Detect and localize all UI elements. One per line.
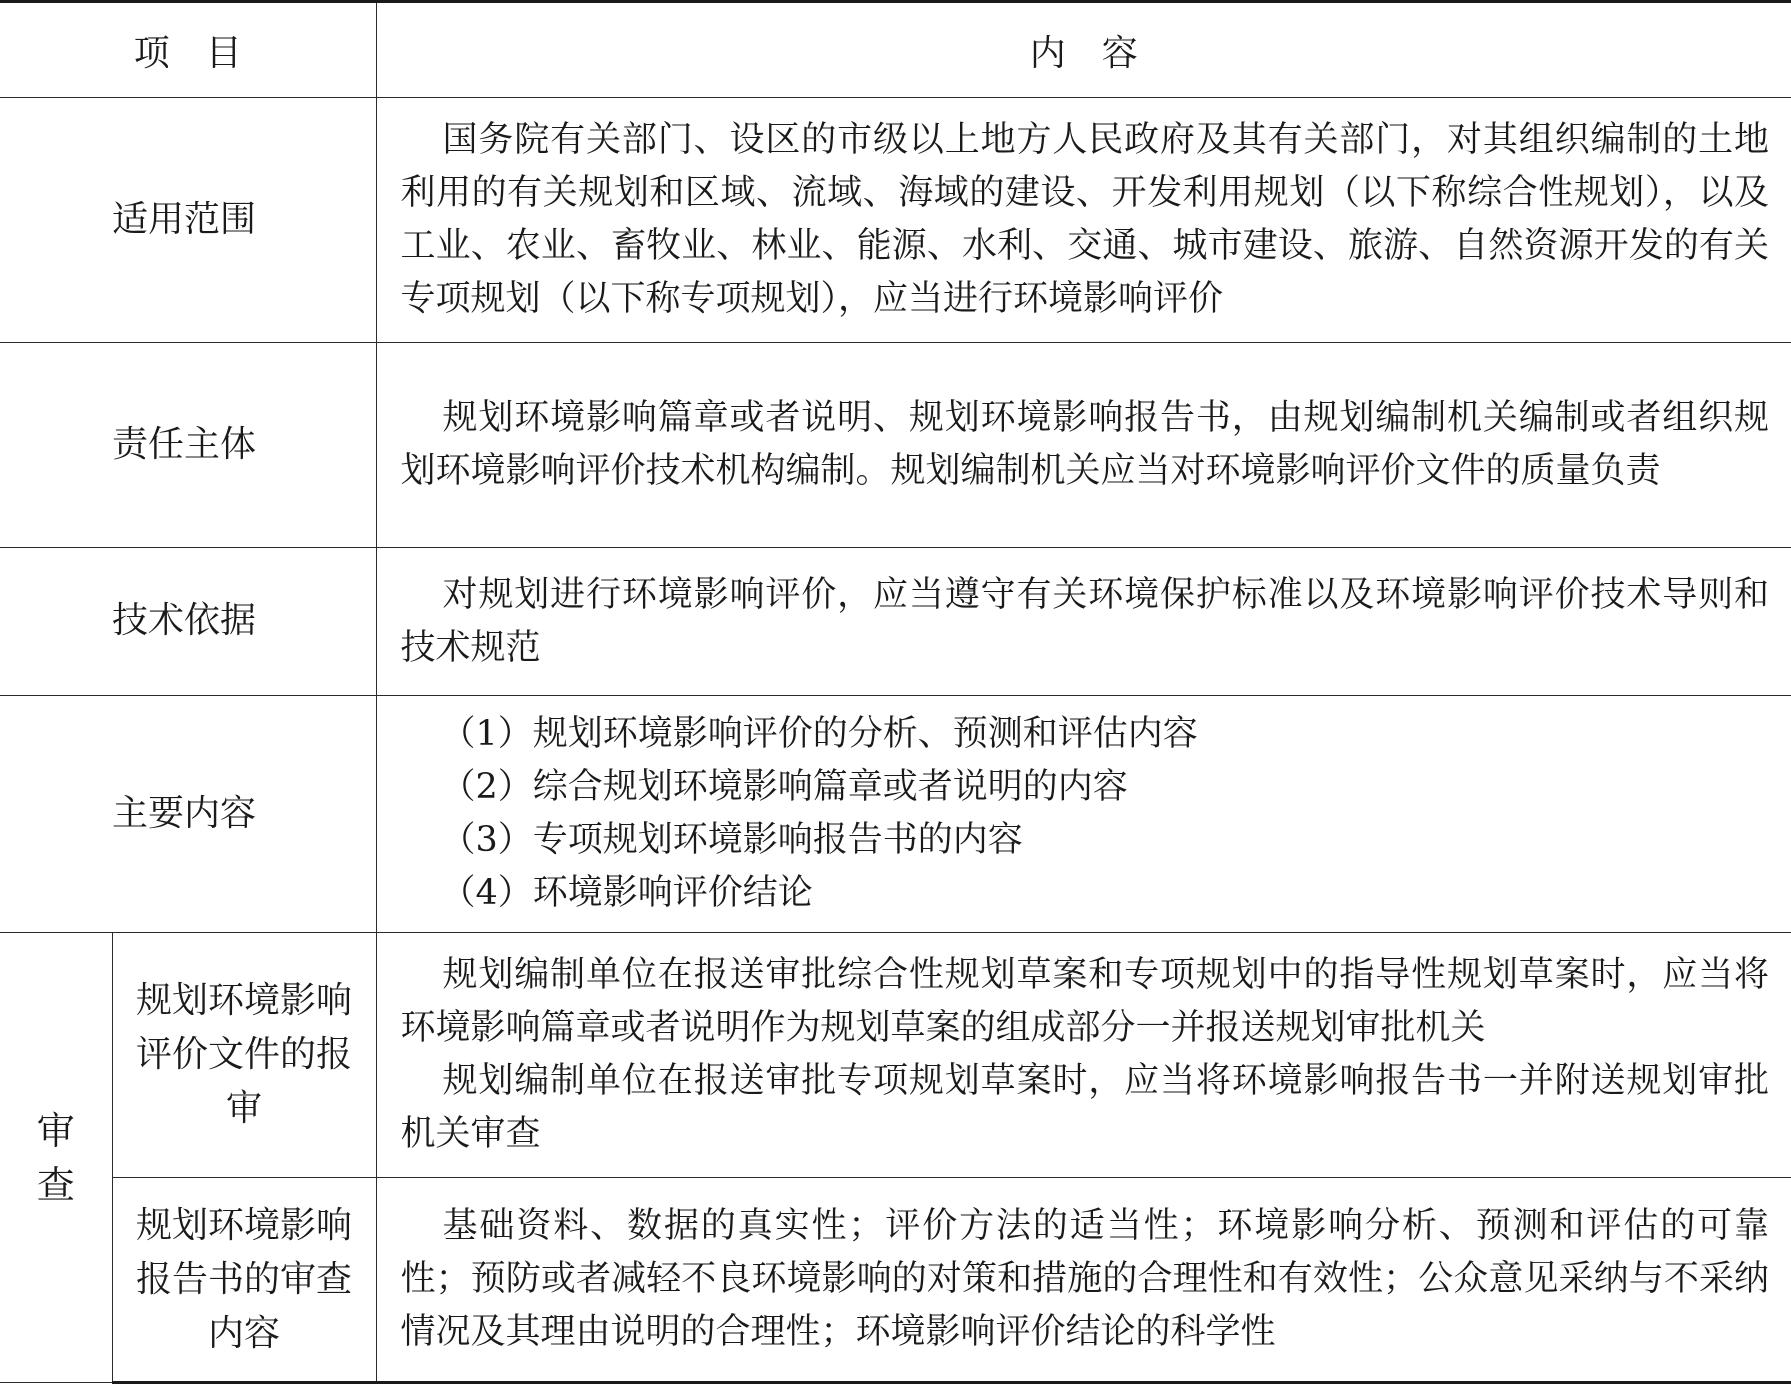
content-paragraph: 基础资料、数据的真实性；评价方法的适当性；环境影响分析、预测和评估的可靠性；预防或者减轻不良环境影响的对策和措施的合理性和有效性；公众意见采纳与不采纳情况及其理由说明的合理性；环境影响评价结论的科学性: [400, 1206, 1770, 1352]
content-paragraph: 对规划进行环境影响评价，应当遵守有关环境保护标准以及环境影响评价技术导则和技术规范: [400, 574, 1770, 668]
table-row-responsibility: [0, 343, 1791, 548]
list-item: （3）专项规划环境影响报告书的内容: [440, 820, 1023, 860]
row-content: [376, 98, 1791, 343]
row-label: 主要内容: [0, 696, 376, 933]
table-row-main-content: [0, 696, 1791, 933]
list-item: （4）环境影响评价结论: [440, 873, 813, 913]
list-item: （2）综合规划环境影响篇章或者说明的内容: [440, 767, 1128, 807]
sub-row-label: 规划环境影响评价文件的报审: [112, 933, 376, 1178]
row-content: [376, 1178, 1791, 1383]
content-paragraph: 规划编制单位在报送审批专项规划草案时，应当将环境影响报告书一并附送规划审批机关审查: [400, 1061, 1770, 1154]
list-item: （1）规划环境影响评价的分析、预测和评估内容: [440, 714, 1198, 754]
row-label: 技术依据: [0, 548, 376, 696]
row-label: 适用范围: [0, 98, 376, 343]
header-item: 项 目: [0, 2, 376, 98]
table-row-review-content: [0, 1178, 1791, 1383]
review-label: 审查: [0, 933, 112, 1383]
content-paragraph: 规划环境影响篇章或者说明、规划环境影响报告书，由规划编制机关编制或者组织规划环境影响评价技术机构编制。规划编制机关应当对环境影响评价文件的质量负责: [400, 398, 1770, 491]
content-paragraph: 国务院有关部门、设区的市级以上地方人民政府及其有关部门，对其组织编制的土地利用的有关规划和区域、流域、海域的建设、开发利用规划（以下称综合性规划），以及工业、农业、畜牧业、林业、能源、水利、交通、城市建设、旅游、自然资源开发的有关专项规划（以下称专项规划），应当进行环境影响评价: [400, 120, 1770, 319]
sub-row-label: 规划环境影响报告书的审查内容: [112, 1178, 376, 1383]
row-content: [376, 933, 1791, 1178]
row-content: [376, 548, 1791, 696]
table-row-scope: [0, 98, 1791, 343]
row-label: 责任主体: [0, 343, 376, 548]
row-content: [376, 696, 1791, 933]
content-paragraph: 规划编制单位在报送审批综合性规划草案和专项规划中的指导性规划草案时，应当将环境影响篇章或者说明作为规划草案的组成部分一并报送规划审批机关: [400, 955, 1770, 1048]
header-content: 内 容: [376, 2, 1791, 98]
row-content: [376, 343, 1791, 548]
table-row-review-submission: [0, 933, 1791, 1178]
table-header-row: [0, 2, 1791, 98]
table-row-technical-basis: [0, 548, 1791, 696]
